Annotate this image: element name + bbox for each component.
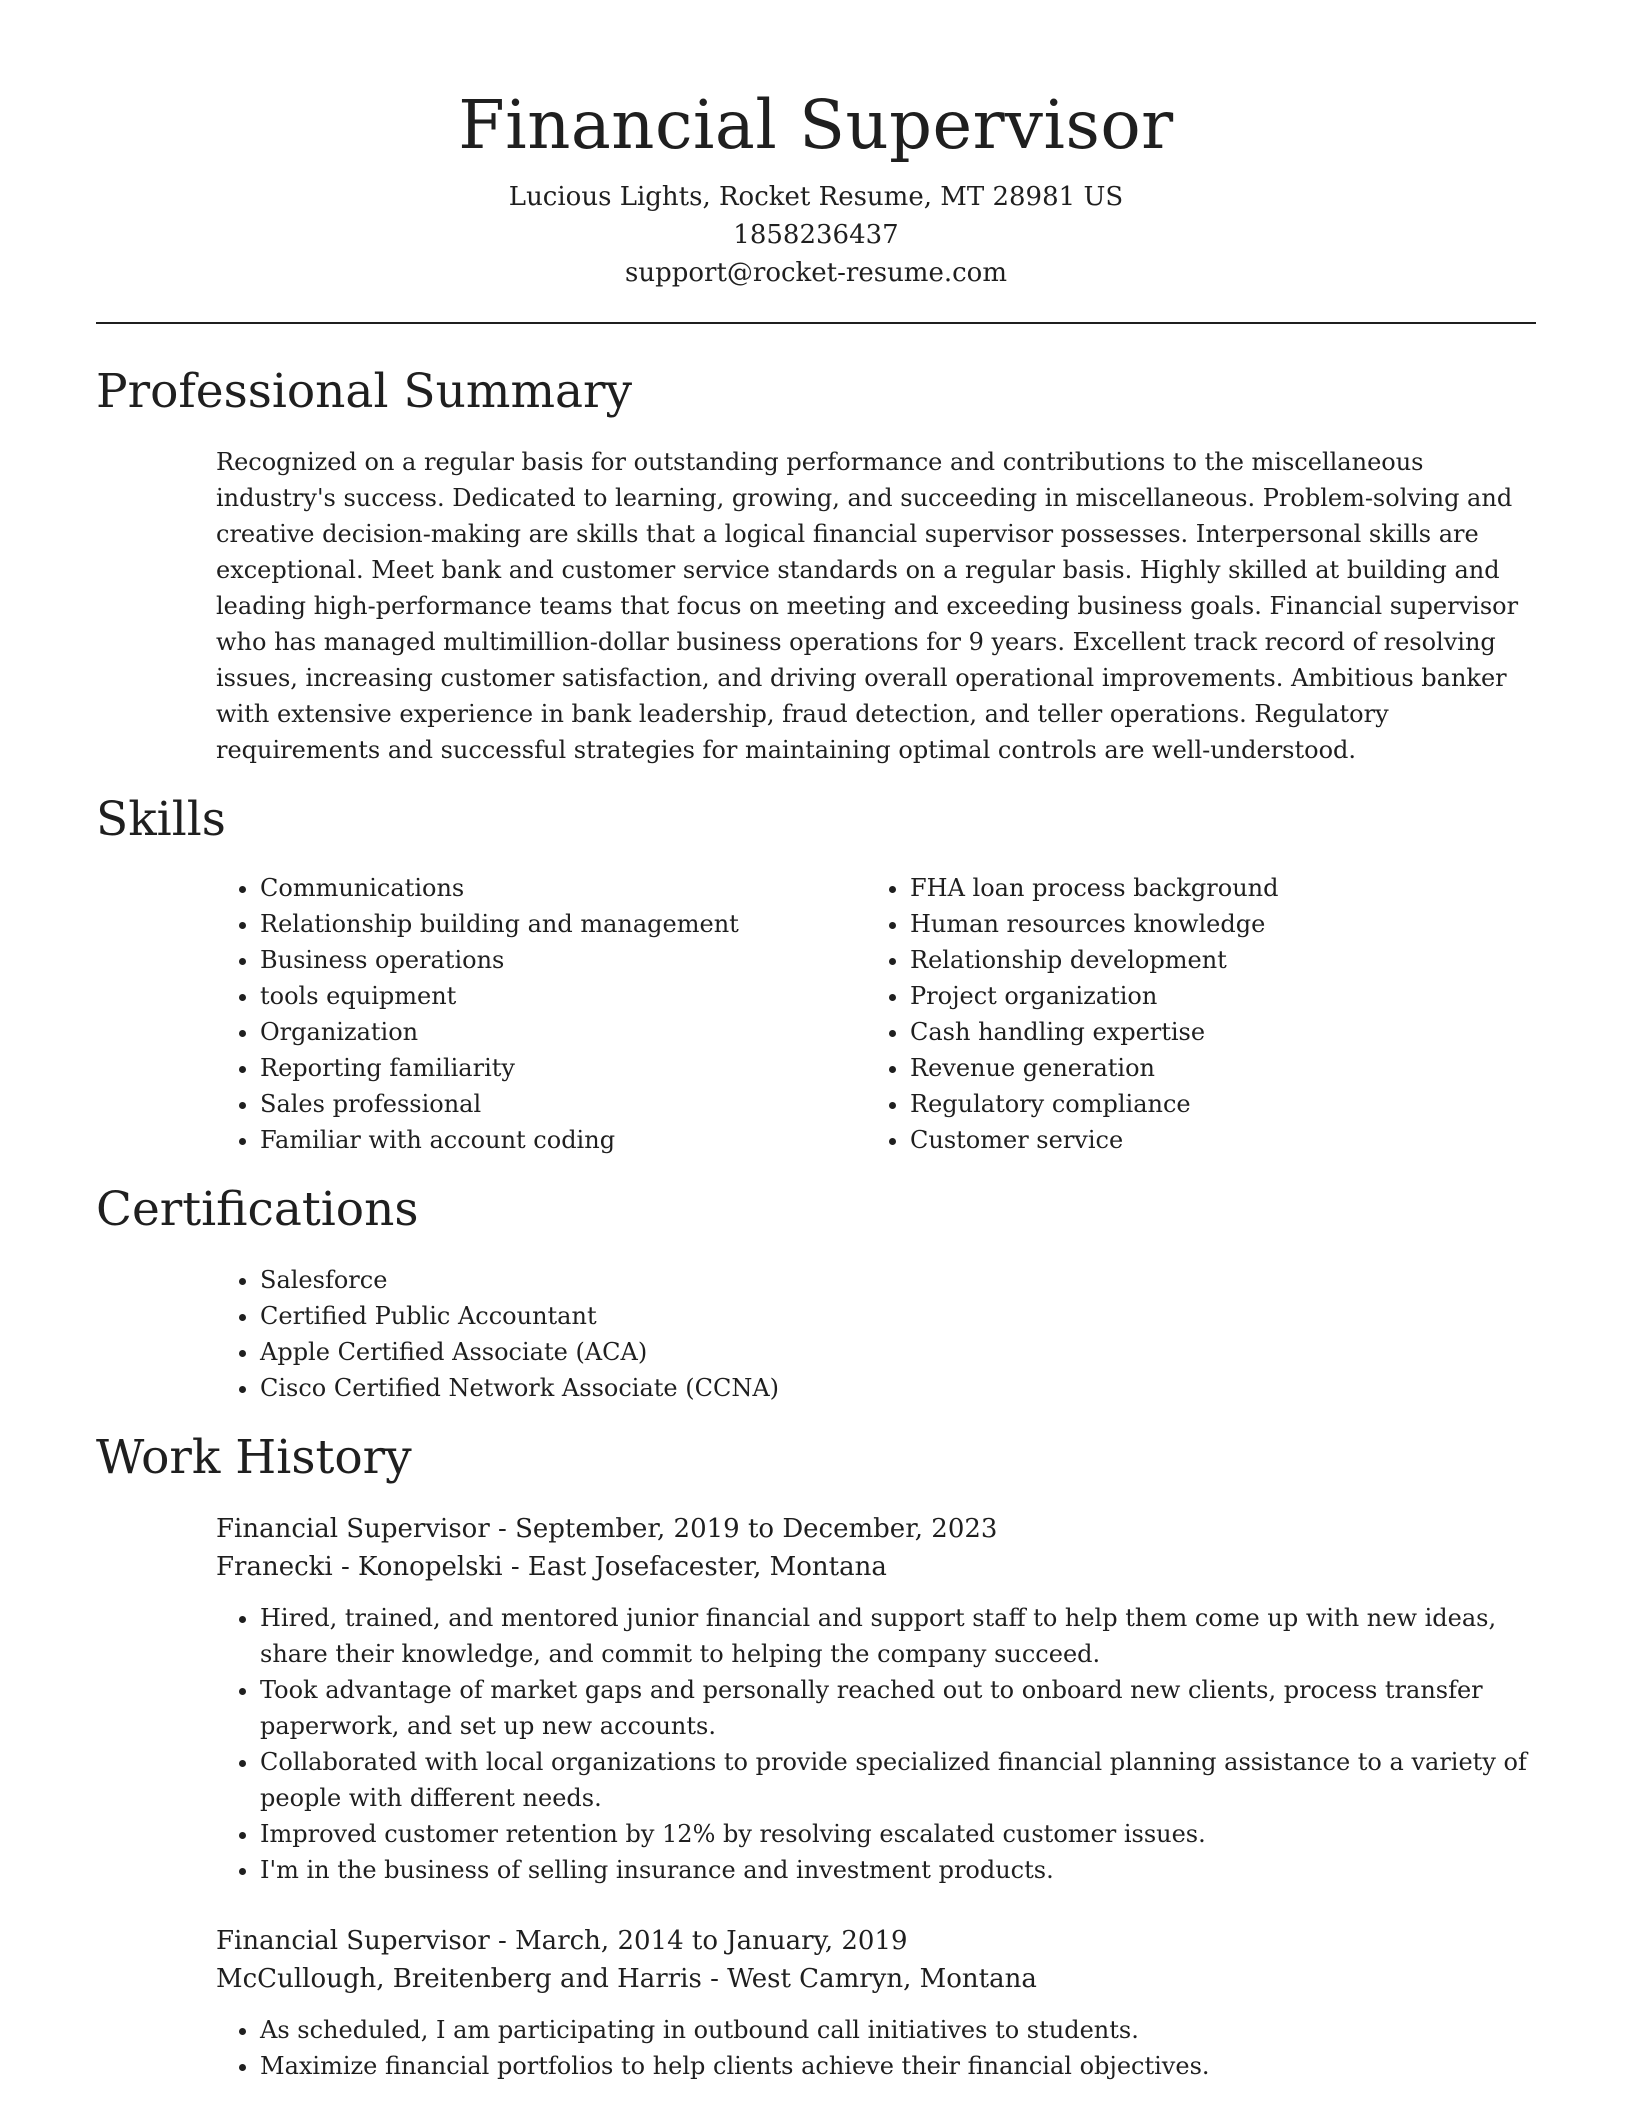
job-bullets xyxy=(216,2012,1536,2084)
contact-block xyxy=(96,178,1536,292)
job-bullet: • Maximize financial portfolios to help clients achieve their financial objectives. xyxy=(260,2048,1536,2084)
skills-grid xyxy=(216,870,1536,1158)
contact-phone: 1858236437 xyxy=(733,220,899,250)
skill-item: • Customer service xyxy=(910,1122,1516,1158)
job-role: Financial Supervisor xyxy=(216,1514,490,1544)
certifications-title: Certifications xyxy=(96,1182,419,1237)
work-history-section xyxy=(96,1428,1536,2084)
summary-text: Recognized on a regular basis for outstanding performance and contributions to the miscellaneous industry's success. Dedicated to learning, growing, and succeeding in miscellaneous. Problem-solving and creative decision-making are skills that a logical financial supervisor possesses. Interpersonal skills are exceptional. Meet bank and customer service standards on a regular basis. Highly skilled at building and leading high-performance teams that focus on meeting and exceeding business goals. Financial supervisor who has managed multimillion-dollar business operations for 9 years. Excellent track record of resolving issues, increasing customer satisfaction, and driving overall operational improvements. Ambitious banker with extensive experience in bank leadership, fraud detection, and teller operations. Regulatory requirements and successful strategies for maintaining optimal controls are well-understood. xyxy=(216,448,1519,764)
skill-item: • Reporting familiarity xyxy=(260,1050,866,1086)
work-history-title: Work History xyxy=(96,1430,412,1485)
job-bullets xyxy=(216,1600,1536,1888)
certification-item: • Certified Public Accountant xyxy=(260,1298,1536,1334)
header-divider xyxy=(96,322,1536,324)
skill-item: • Business operations xyxy=(260,942,866,978)
job-dates: - March, 2014 to January, 2019 xyxy=(489,1926,908,1956)
skill-item: • tools equipment xyxy=(260,978,866,1014)
skill-item: • Sales professional xyxy=(260,1086,866,1122)
certification-item: • Apple Certified Associate (ACA) xyxy=(260,1334,1536,1370)
certifications-list xyxy=(216,1262,1536,1406)
job-role-line xyxy=(216,1510,1536,1548)
contact-address: Lucious Lights, Rocket Resume, MT 28981 US xyxy=(508,182,1124,212)
job-entry xyxy=(216,1510,1536,1888)
job-bullet: • I'm in the business of selling insurance and investment products. xyxy=(260,1852,1536,1888)
job-location: - West Camryn, Montana xyxy=(701,1964,1037,1994)
summary-section xyxy=(96,362,1536,768)
skill-item: • Human resources knowledge xyxy=(910,906,1516,942)
contact-email: support@rocket-resume.com xyxy=(624,258,1007,288)
job-company-line xyxy=(216,1960,1536,1998)
certifications-section xyxy=(96,1180,1536,1406)
resume-page xyxy=(96,0,1536,2084)
skill-item: • Project organization xyxy=(910,978,1516,1014)
skill-item: • FHA loan process background xyxy=(910,870,1516,906)
job-bullet: • Took advantage of market gaps and personally reached out to onboard new clients, process transfer paperwork, and set up new accounts. xyxy=(260,1672,1536,1744)
candidate-name: Financial Supervisor xyxy=(458,86,1174,164)
skills-section xyxy=(96,790,1536,1158)
skill-item: • Familiar with account coding xyxy=(260,1122,866,1158)
skills-column-left xyxy=(216,870,866,1158)
job-location: - East Josefacester, Montana xyxy=(502,1552,887,1582)
job-role-line xyxy=(216,1922,1536,1960)
job-bullet: • Improved customer retention by 12% by resolving escalated customer issues. xyxy=(260,1816,1536,1852)
skill-item: • Communications xyxy=(260,870,866,906)
skill-item: • Cash handling expertise xyxy=(910,1014,1516,1050)
summary-title: Professional Summary xyxy=(96,364,633,419)
job-entry xyxy=(216,1922,1536,2084)
job-bullet: • As scheduled, I am participating in outbound call initiatives to students. xyxy=(260,2012,1536,2048)
job-company: Franecki - Konopelski xyxy=(216,1552,503,1582)
job-bullet: • Collaborated with local organizations to provide specialized financial planning assistance to a variety of people with different needs. xyxy=(260,1744,1536,1816)
job-role: Financial Supervisor xyxy=(216,1926,490,1956)
skill-item: • Relationship building and management xyxy=(260,906,866,942)
certification-item: • Cisco Certified Network Associate (CCNA) xyxy=(260,1370,1536,1406)
certification-item: • Salesforce xyxy=(260,1262,1536,1298)
skill-item: • Organization xyxy=(260,1014,866,1050)
job-bullet: • Hired, trained, and mentored junior financial and support staff to help them come up with new ideas, share their knowledge, and commit to helping the company succeed. xyxy=(260,1600,1536,1672)
skills-title: Skills xyxy=(96,792,226,847)
job-company: McCullough, Breitenberg and Harris xyxy=(216,1964,702,1994)
skill-item: • Regulatory compliance xyxy=(910,1086,1516,1122)
job-company-line xyxy=(216,1548,1536,1586)
job-dates: - September, 2019 to December, 2023 xyxy=(489,1514,998,1544)
skill-item: • Relationship development xyxy=(910,942,1516,978)
resume-header xyxy=(96,0,1536,292)
skill-item: • Revenue generation xyxy=(910,1050,1516,1086)
skills-column-right xyxy=(866,870,1516,1158)
